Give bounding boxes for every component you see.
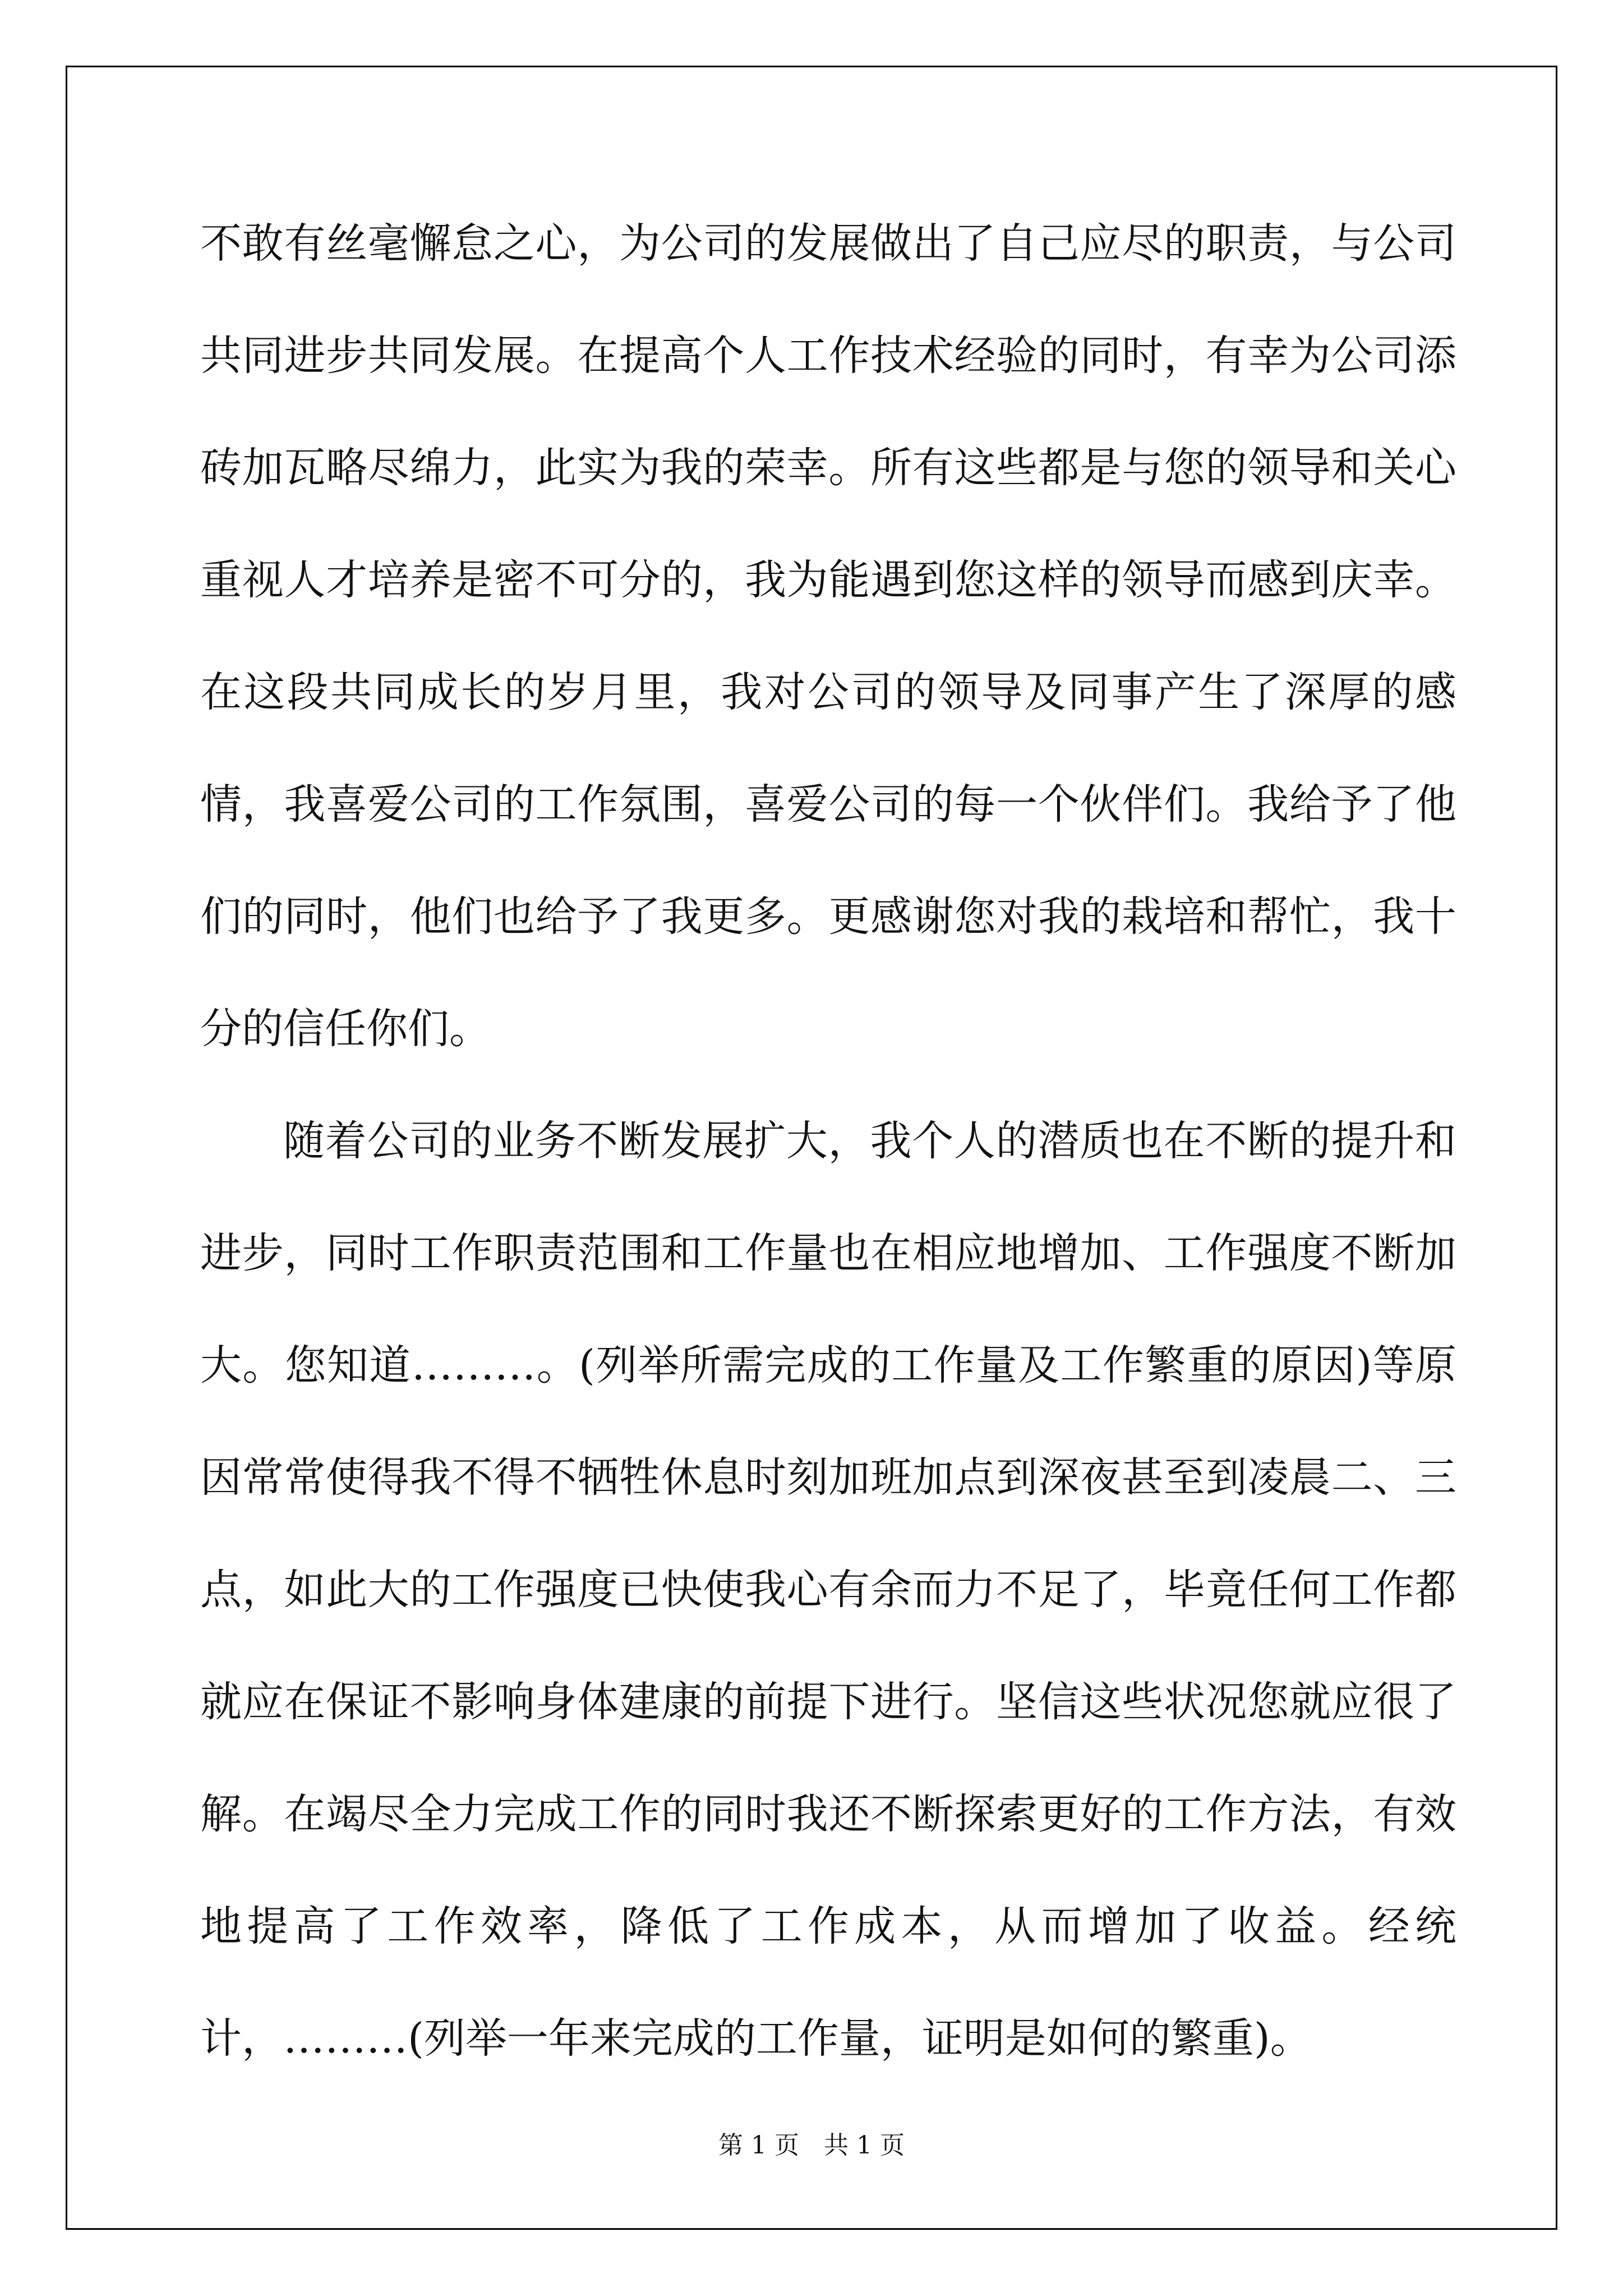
- page-number-label: 第 1 页 共 1 页: [718, 2131, 905, 2160]
- page-footer: [0, 2129, 1623, 2162]
- paragraph-2: 随着公司的业务不断发展扩大，我个人的潜质也在不断的提升和进步，同时工作职责范围和工作量也在相应地增加、工作强度不断加大。您知道………。(列举所需完成的工作量及工作繁重的原因)等原因常常使得我不得不牺牲休息时刻加班加点到深夜甚至到凌晨二、三点，如此大的工作强度已快使我心有余而力不足了，毕竟任何工作都就应在保证不影响身体建康的前提下进行。坚信这些状况您就应很了解。在竭尽全力完成工作的同时我还不断探索更好的工作方法，有效地提高了工作效率，降低了工作成本，从而增加了收益。经统计，………(列举一年来完成的工作量，证明是如何的繁重)。: [200, 1117, 1456, 2063]
- document-body: [200, 187, 1456, 2095]
- paragraph-1: 不敢有丝毫懈怠之心，为公司的发展做出了自己应尽的职责，与公司共同进步共同发展。在提高个人工作技术经验的同时，有幸为公司添砖加瓦略尽绵力，此实为我的荣幸。所有这些都是与您的领导和关心重视人才培养是密不可分的，我为能遇到您这样的领导而感到庆幸。在这段共同成长的岁月里，我对公司的领导及同事产生了深厚的感情，我喜爱公司的工作氛围，喜爱公司的每一个伙伴们。我给予了他们的同时，他们也给予了我更多。更感谢您对我的栽培和帮忙，我十分的信任你们。: [200, 219, 1456, 1053]
